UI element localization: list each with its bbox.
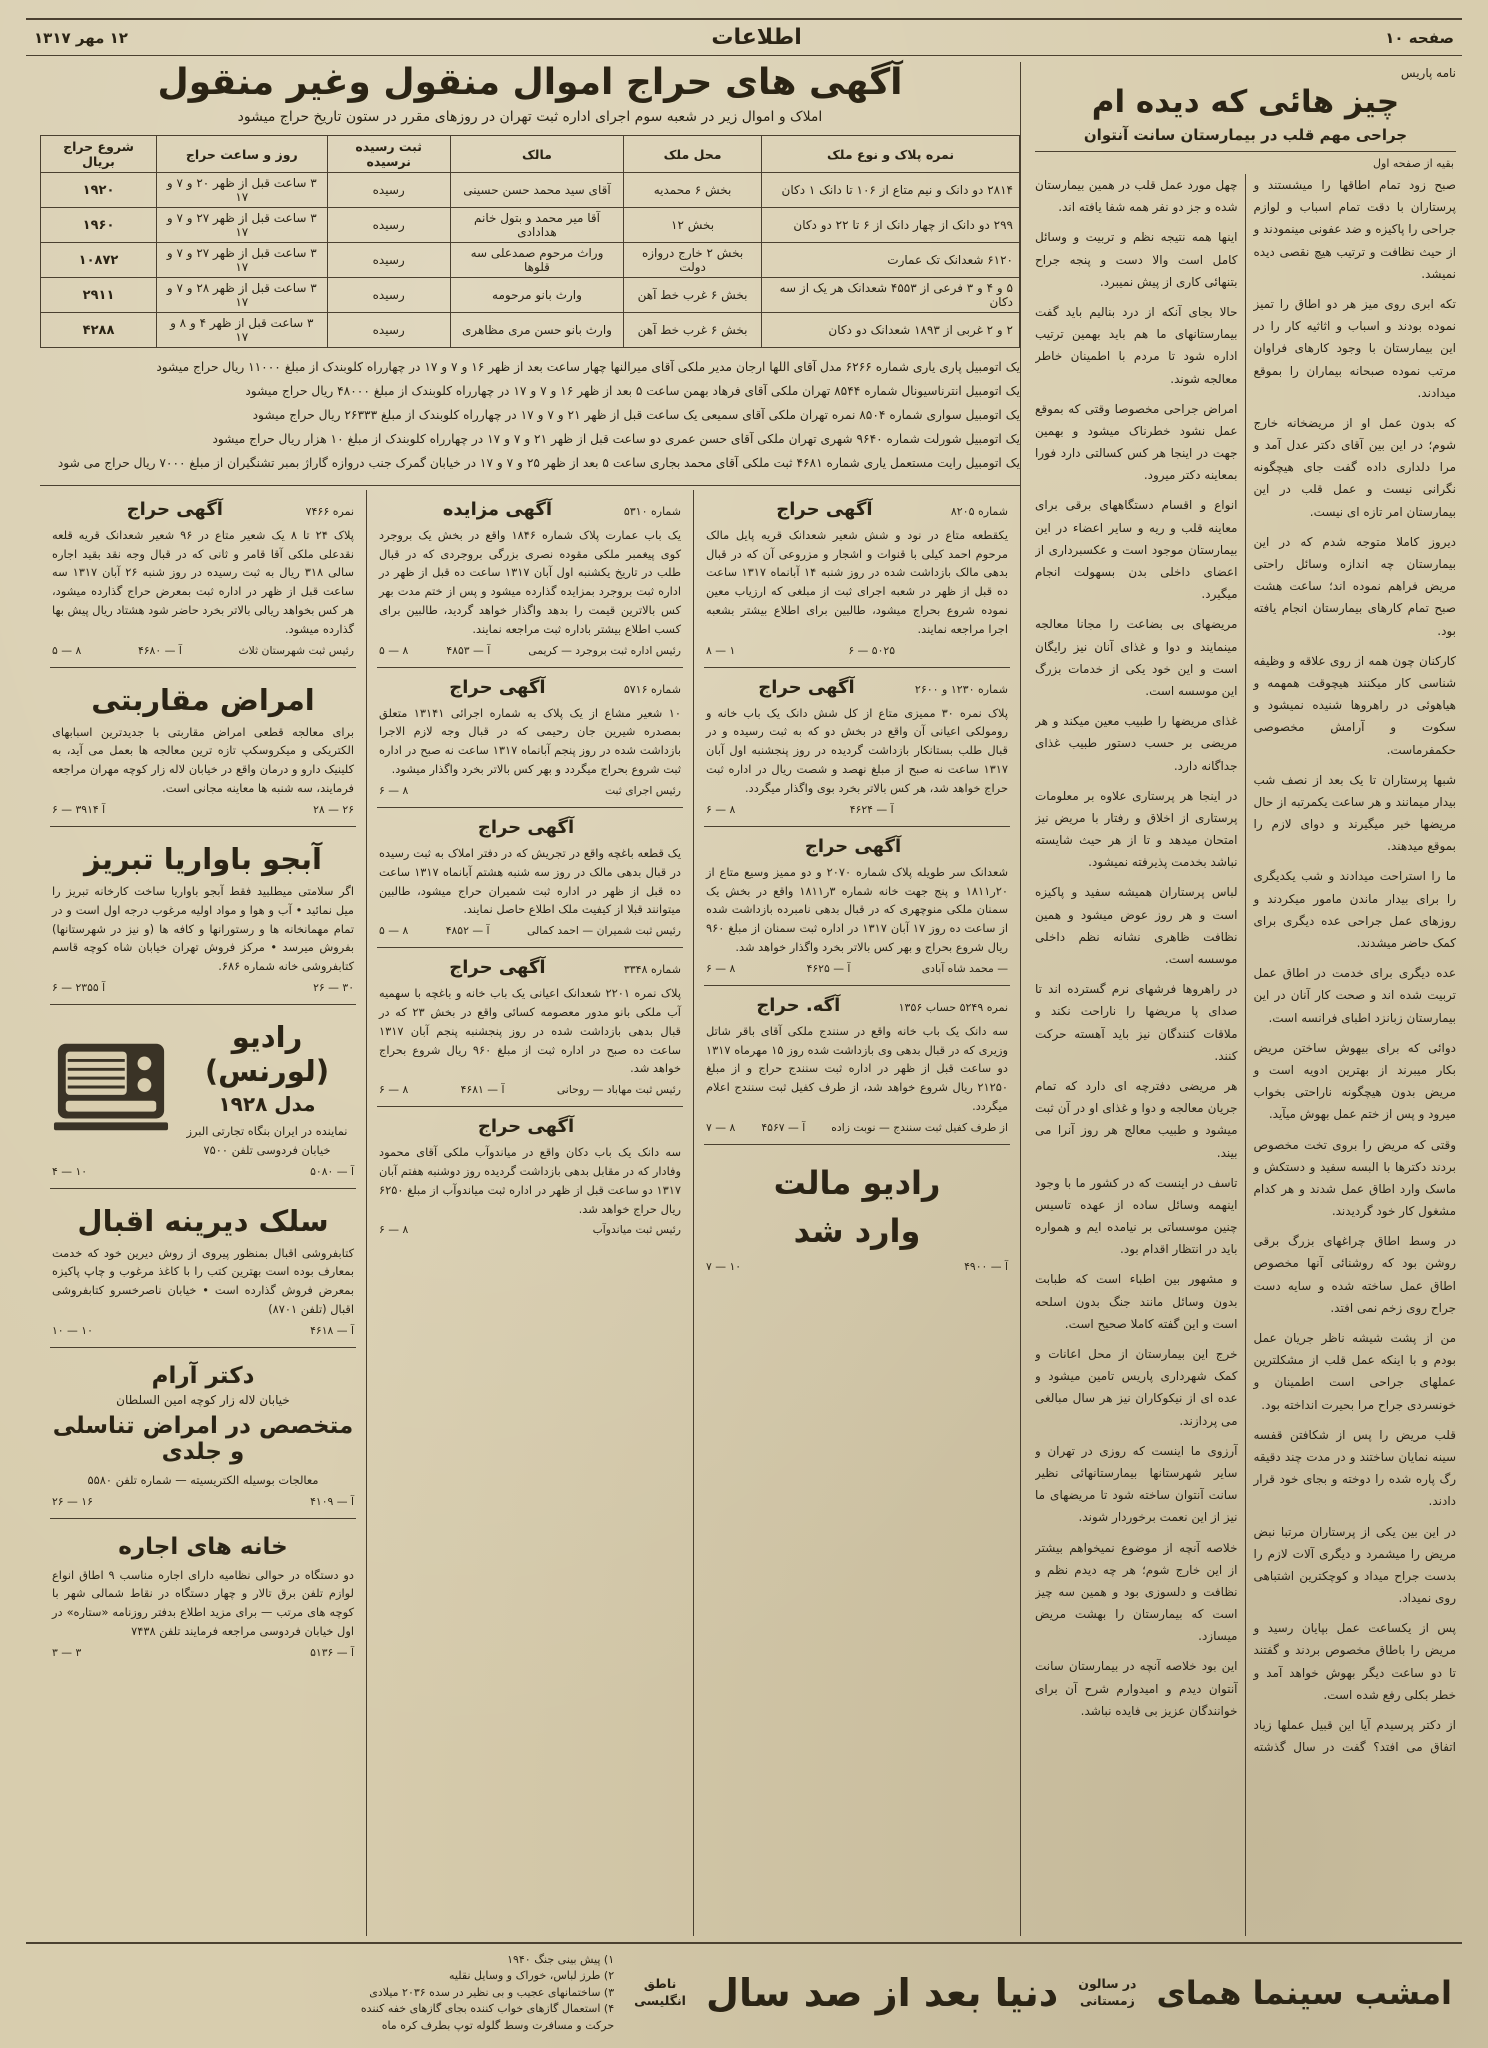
ad-signer: رئیس ثبت شمیران — احمد کمالی xyxy=(526,924,681,938)
ad-signature xyxy=(379,1223,681,1236)
issue-date: ۱۲ مهر ۱۳۱۷ xyxy=(34,28,128,47)
ad-serial: ۱۰ — ۷ xyxy=(706,1259,742,1273)
masthead-row xyxy=(26,18,1462,56)
ad-head xyxy=(706,499,1008,520)
venereal-clinic-ad xyxy=(50,668,356,827)
ad-title: آگهی حراج xyxy=(477,1116,575,1138)
ad-body: اگر سلامتی میطلبید فقط آبجو باواریا ساخت کارخانه تبریز را میل نمائید • آب و هوا و مواد اولیه مرغوب درجه اول است و در تمام مهمانخانه ها و رستورانها و کافه ها (و نیز در شهرستانها) بفروش میرسد • مرکز فروش تهران خیابان شاه کوچه قاسم کتابفروشی خانه شماره ۶۸۶. xyxy=(52,883,354,974)
ad-code: آ — ۵۱۳۶ xyxy=(310,1645,354,1659)
ad-head xyxy=(379,817,681,838)
ad-number: شماره ۵۳۱۰ xyxy=(623,504,681,518)
ad-serial: ۸ — ۶ xyxy=(706,961,736,975)
auction-region xyxy=(26,62,1020,1936)
article-paragraph: ما را استراحت میدادند و شب یکدیگری را برای بیدار ماندن مامور میکردند و روزهای عمل جراحی عده دیگری برای کمک حاضر میشدند. xyxy=(1253,869,1456,950)
table-cell: ۳ ساعت قبل از ظهر ۲۸ و ۷ و ۱۷ xyxy=(157,278,327,313)
ad-title: آگهی حراج xyxy=(126,498,223,520)
ad-serial: ۸ — ۶ xyxy=(379,783,409,797)
ad-signature xyxy=(706,1121,1008,1134)
table-cell: بخش ۲ خارج دروازه دولت xyxy=(624,243,762,278)
display-ad-title: امراض مقاربتی xyxy=(91,682,315,717)
table-cell: ۲۸۱۴ دو دانک و نیم متاع از ۱۰۶ تا دانک ۱ دکان xyxy=(762,173,1020,208)
ad-number: نمره ۷۴۶۶ xyxy=(305,504,354,518)
ad-code: آ — ۴۶۸۱ xyxy=(460,1083,505,1097)
auction-notice xyxy=(377,808,683,948)
ad-body: شعدانک سر طویله پلاک شماره ۲۰۷۰ و دو ممیز وسیع متاع از ۲۰ر۱۸۱۱ و پنج جهت خانه شماره ۳ر۱۸۱۱ واقع در بخش یک سمنان ملکی منوچهری که در قبال بدهی نامبرده بازداشت شده از ساعت ده روز ۱۷ آبان ۱۳۱۷ در اداره ثبت سمنان از مبلغ ۹۶۰ ریال شروع بحراج و بهر کس بالاتر بخرد واگذار خواهد شد. xyxy=(706,864,1009,954)
ad-body: نماینده در ایران بنگاه تجارتی البرز خیابان فردوسی تلفن ۷۵۰۰ xyxy=(186,1123,348,1157)
ad-serial: ۲۶ — ۲۸ xyxy=(313,802,354,816)
ad-signer: رئیس ثبت شهرستان ثلاث xyxy=(238,643,354,657)
ad-code: آ ۳۹۱۴ — ۶ xyxy=(52,802,106,816)
radio-ad-row xyxy=(52,1014,354,1160)
ad-signer: از طرف کفیل ثبت سنندج — نوبت زاده xyxy=(831,1120,1008,1134)
ad-body: پلاک ۲۴ تا ۸ یک شعیر متاع در ۹۶ شعیر شعدانک قریه قلعه نقدعلی ملکی آقا قامر و ثانی که در قبال وجه نقد بقید اجاره سالی ۳۱۸ ریال به ثبت رسیده در روز شنبه ۲۶ آبان ۱۳۱۷ سه ساعت قبل از ظهر در اداره ثبت بمعرض حراج گذارده میشود، هر کس بخواهد ریالی بالاتر بخرد حاضر شود هشتاد ریال پیش بها گذارده میشود. xyxy=(52,527,355,636)
ad-serial: ۸ — ۷ xyxy=(706,1120,736,1134)
ad-serial: ۸ — ۵ xyxy=(379,643,409,657)
ad-body: یک قطعه باغچه واقع در تجریش که در دفتر املاک به ثبت رسیده در قبال بدهی مالک در روز سه شنبه هشتم آبانماه ۱۳۱۷ ساعت ده قبل از ظهر در اداره ثبت شمیران حراج میشود، طالبین میتوانند قبلا از کیفیت ملک اطلاع حاصل نمایند. xyxy=(379,845,682,917)
radio-lorenz-ad xyxy=(50,1005,356,1189)
ad-code: آ — ۴۵۶۷ xyxy=(761,1120,806,1134)
article-paragraph: غذای مریضها را طبیب معین میکند و هر مریضی بر حسب دستور طبیب غذای جداگانه دارد. xyxy=(1035,714,1238,773)
radio-ad-text xyxy=(180,1014,354,1160)
ad-signature xyxy=(52,981,354,994)
table-cell: ۳ ساعت قبل از ظهر ۴ و ۸ و ۱۷ xyxy=(157,313,327,348)
article-paragraph: هر مریضی دفترچه ای دارد که تمام جریان معالجه و دوا و غذای او در آن ثبت میشود و طبیب معالج هر روز آنرا می بیند. xyxy=(1035,1078,1238,1160)
ad-head xyxy=(706,995,1008,1016)
ad-signer: رئیس ثبت مهاباد — روحانی xyxy=(556,1083,681,1097)
article-paragraph: پس از یکساعت عمل بپایان رسید و مریض را باطاق مخصوص بردند و گفتند تا دو ساعت دیگر بهوش خواهد آمد و خطر بکلی رفع شده است. xyxy=(1253,1621,1456,1702)
article-title: چیز هائی که دیده ام xyxy=(1091,84,1400,120)
ad-signature xyxy=(379,1083,681,1096)
ad-title: آگهی حراج xyxy=(804,835,902,857)
table-cell: ۶۱۲۰ شعدانک تک عمارت xyxy=(762,243,1020,278)
ad-signature xyxy=(52,1165,354,1178)
article-paragraph: از دکتر پرسیدم آیا این قبیل عملها زیاد اتفاق می افتد؟ گفت در سال گذشته چهل مورد عمل قلب در همین بیمارستان شده و جز دو نفر همه شفا یافته اند. xyxy=(1035,178,1456,1755)
ad-code: آ — ۴۸۵۳ xyxy=(446,643,491,657)
ad-code: آ — ۴۶۲۴ xyxy=(849,802,894,816)
display-ad-model: مدل ۱۹۲۸ xyxy=(218,1091,316,1116)
auction-note: یک اتومبیل شورلت شماره ۹۶۴۰ شهری تهران ملکی آقای حسن عمری دو ساعت قبل از ظهر ۲۱ و ۷ و ۱۷ در چهارراه کلوبندک از مبلغ ۱۰ هزار ریال حراج میشود xyxy=(212,431,1020,446)
auction-note: یک اتومبیل سواری شماره ۸۵۰۴ نمره تهران ملکی آقای سمیعی یک ساعت قبل از ظهر ۲۱ و ۷ و ۱۷ در چهارراه کلوبندک از مبلغ ۲۶۳۳۳ ریال حراج میشود xyxy=(252,407,1020,422)
ad-number: نمره ۵۲۴۹ حساب ۱۳۵۶ xyxy=(898,1000,1008,1014)
ads-column-b xyxy=(367,490,694,1936)
ad-title: آگهی مزایده xyxy=(442,498,553,520)
ad-body: پلاک نمره ۲۲۰۱ شعدانک اعیانی یک باب خانه و باغچه با سهمیه آب ملکی بانو مدور معصومه کسائی واقع در بخش ۲۳ که در قبال بدهی بازداشت شده در روز پنجشنبه پنجم آبان ۱۳۱۷ ساعت ده صبح در اداره ثبت از مبلغ ۹۶۰ ریال شروع بحراج خواهد شد. xyxy=(379,986,681,1076)
ad-number: شماره ۸۲۰۵ xyxy=(950,504,1008,518)
auction-notice xyxy=(377,1107,683,1246)
ad-head xyxy=(379,1116,681,1137)
ad-body: پلاک نمره ۳۰ ممیزی متاع از کل شش دانک یک باب خانه و رومولکی اعیانی آن واقع در بخش دو که به ثبت رسیده و در قبال طلب بستانکار بازداشت گردیده در روز پنجشنبه اول آبان ۱۳۱۷ ساعت نه صبح از مبلغ نهصد و شصت ریال در اداره ثبت حراج خواهد شد، هر کس بالاتر بخرد بوی واگذار میگردد. xyxy=(706,705,1008,795)
article-paragraph: دوائی که برای بیهوش ساختن مریض بکار میبرند از بهترین ادویه است و مریض بدون هیچگونه ناراحتی بخواب میرود و پس از ختم عمل بهوش میآید. xyxy=(1253,1040,1456,1122)
article-paragraph: تاسف در اینست که در کشور ما با وجود اینهمه وسائل ساده از عهده تاسیس چنین موسساتی بر نیامده ایم و همواره باید در انتظار اقدام بود. xyxy=(1035,1175,1238,1257)
cinema-headline: امشب سینما همای xyxy=(1156,1973,1452,2012)
table-cell: ۱۹۲۰ xyxy=(41,173,157,208)
article-paragraph: وقتی که مریض را بروی تخت مخصوص بردند دکترها با البسه سفید و دستکش و ماسک وارد اطاق عمل شدند و هر کدام مشغول کار خود گردیدند. xyxy=(1253,1137,1456,1219)
table-header-cell: نمره پلاک و نوع ملک xyxy=(762,136,1020,173)
movie-language-line1: ناطق xyxy=(643,1975,677,1991)
ad-signer: رئیس اجرای ثبت xyxy=(604,783,681,797)
radio-malt-ad xyxy=(704,1145,1010,1283)
ad-code: ۵۰۲۵ — ۶ xyxy=(848,643,895,657)
article-subtitle: جراحی مهم قلب در بیمارستان سانت آنتوان xyxy=(1035,126,1456,152)
ad-head xyxy=(706,836,1008,857)
ad-signature xyxy=(52,1646,354,1659)
ad-signature xyxy=(379,644,681,657)
ad-body: کتابفروشی اقبال بمنظور پیروی از روش دیرین خود که خدمت بمعارف بوده است بهترین کتب را با کاغذ مرغوب و چاپ پاکیزه بمعرض فروش گذارده است • خیابان ناصرخسرو کتابفروشی اقبال (تلفن ۸۷۰۱) xyxy=(52,1245,354,1317)
auction-note: یک اتومبیل رایت مستعمل یاری شماره ۴۶۸۱ ثبت ملکی آقای محمد بجاری ساعت ۵ بعد از ظهر ۲۵ و ۷ و ۱۷ در خیابان گمرک جنب دروازه گاراژ بمبر تشنگیران از مبلغ ۷۰۰۰ ریال حراج می شود xyxy=(57,455,1020,470)
ad-body: برای معالجه قطعی امراض مقاربتی با جدیدترین اسبابهای الکتریکی و میکروسکپ تازه ترین معالجه ها بعمل می آید، به کلینیک دارو و درمان واقع در خیابان لاله زار کوچه مهران مراجعه فرمایند، سه شنبه ها معاینه مجانی است. xyxy=(52,724,354,796)
ad-signature xyxy=(52,803,354,816)
ad-code: آ — ۴۱۰۹ xyxy=(310,1494,354,1508)
auction-table xyxy=(40,135,1020,348)
cinema-venue xyxy=(1078,1976,1136,2010)
doctor-name: دکتر آرام xyxy=(151,1362,255,1389)
doctor-address: خیابان لاله زار کوچه امین السلطان xyxy=(116,1392,290,1407)
article-paragraph: لباس پرستاران همیشه سفید و پاکیزه است و هر روز عوض میشود و همین نظافت ظاهری نشانه نظم داخلی موسسه است. xyxy=(1035,885,1238,966)
auction-notice xyxy=(704,668,1010,827)
ad-number: شماره ۳۳۴۸ xyxy=(623,963,681,977)
table-cell: رسیده xyxy=(327,173,450,208)
doctor-aram-ad xyxy=(50,1348,356,1519)
table-cell: آقا میر محمد و بتول خانم هدادادی xyxy=(450,208,623,243)
ad-signature xyxy=(706,644,1008,657)
ad-code: آ — ۴۶۱۸ xyxy=(310,1323,354,1337)
table-cell: وراث مرحوم صمدعلی سه قلوها xyxy=(450,243,623,278)
ad-signature xyxy=(379,924,681,937)
ad-serial: ۸ — ۵ xyxy=(52,643,82,657)
ad-signer: رئیس ثبت میاندوآب xyxy=(592,1223,681,1237)
article-paragraph: در وسط اطاق چراغهای بزرگ برقی روشن بود که روشنائی آنها مخصوص اطاق عمل ساخته شده و سایه دست جراح روی زخم نمی افتد. xyxy=(1253,1234,1456,1315)
continued-note: بقیه از صفحه اول xyxy=(1373,157,1454,170)
table-row xyxy=(41,243,1020,278)
ad-serial: ۸ — ۶ xyxy=(706,802,736,816)
page-number: صفحه ۱۰ xyxy=(1385,28,1454,47)
page-body xyxy=(26,62,1462,1936)
ad-serial: ۸ — ۵ xyxy=(379,924,409,938)
ad-code: آ — ۵۰۸۰ xyxy=(310,1164,354,1178)
table-cell: ۳ ساعت قبل از ظهر ۲۰ و ۷ و ۱۷ xyxy=(157,173,327,208)
article-kicker: نامه پاریس xyxy=(1400,66,1456,80)
ad-code: آ — ۴۸۵۲ xyxy=(445,924,490,938)
table-header-cell: شروع حراج بریال xyxy=(41,136,157,173)
ad-number: شماره ۵۷۱۶ xyxy=(623,682,681,696)
cinema-detail-line: حرکت و مسافرت وسط گلوله توپ بطرف کره ماه xyxy=(381,2018,615,2032)
article-paragraph: که بدون عمل او از مریضخانه خارج شوم؛ در این بین آقای دکتر عدل آمد و مرا دلداری داده گفت جای هیچگونه نگرانی نیست و عمل قلب در این بیمارستان امر تازه ای نیست. xyxy=(1253,415,1456,519)
table-header-cell: روز و ساعت حراج xyxy=(157,136,327,173)
auction-note: یک اتومبیل انترناسیونال شماره ۸۵۴۴ تهران ملکی آقای فرهاد بهمن ساعت ۵ بعد از ظهر ۱۶ و ۷ و ۱۷ در چهارراه کلوبندک از مبلغ ۴۸۰۰۰ ریال حراج میشود xyxy=(245,383,1020,398)
auction-notice xyxy=(50,490,356,668)
table-cell: آقای سید محمد حسن حسینی xyxy=(450,173,623,208)
movie-language-line2: انگلیسی xyxy=(634,1992,686,2008)
ad-serial: ۱۰ — ۱۰ xyxy=(52,1323,93,1337)
ad-code: آ — ۴۶۸۰ xyxy=(137,643,182,657)
article-paragraph: این بود خلاصه آنچه در بیمارستان سانت آنتوان دیدم و امیدوارم شرح آن برای خوانندگان عزیز بی فایده نباشد. xyxy=(1035,1659,1238,1718)
auction-notice xyxy=(704,827,1010,986)
ad-signature xyxy=(52,1324,354,1337)
article-paragraph: در این بین یکی از پرستاران مرتبا نبض مریض را میشمرد و دیگری آلات لازم را بدست جراح میداد و کوچکترین اشتباهی روی نمیداد. xyxy=(1253,1524,1456,1606)
ad-body: یک باب عمارت پلاک شماره ۱۸۴۶ واقع در بخش یک بروجرد کوی پیغمبر ملکی مقوده نصری بزرگی بروجردی که در قبال طلب در تاریخ یکشنبه اول آبان ۱۳۱۷ ساعت ده قبل از ظهر در اداره ثبت بروجرد بمزایده گذارده میشود و پس از ختم مدت بهر کس بالاترین قیمت را بدهد واگذار خواهد گردید، طالبین برای کسب اطلاع بیشتر باداره ثبت مراجعه نمایند. xyxy=(379,527,682,636)
ad-signature xyxy=(706,803,1008,816)
display-ad-title: خانه های اجاره xyxy=(118,1533,288,1560)
table-row xyxy=(41,208,1020,243)
ad-body: یکقطعه متاع در نود و شش شعیر شعدانک قریه پایل مالک مرحوم احمد کیلی با قنوات و اشجار و مزروعی آن که در قبال بدهی مالک بازداشت شده در روز شنبه ۱۴ آبانماه ۱۳۱۷ ساعت ده قبل از ظهر در شعبه اجرای ثبت از مبلغی که ارزیاب معین نموده شروع بحراج میشود، طالبین برای اطلاع بیشتر بشعبه اجرا مراجعه نمایند. xyxy=(706,527,1008,636)
table-cell: وارث بانو حسن مری مظاهری xyxy=(450,313,623,348)
auction-subtitle: املاک و اموال زیر در شعبه سوم اجرای اداره ثبت تهران در روزهای مقرر در ستون تاریخ حراج میشود xyxy=(237,109,823,125)
ad-signature xyxy=(706,1260,1008,1273)
ad-body: دو دستگاه در حوالی نظامیه دارای اجاره مناسب ۹ اطاق انواع لوازم تلفن برق تالار و چهار دستگاه در نقاط شمالی شهر با کوچه های مرتب — برای مزید اطلاع بدفتر روزنامه «ستاره» در اول خیابان فردوسی مراجعه فرمایند تلفن ۷۴۳۸ xyxy=(52,1567,355,1639)
article-paragraph: اینها همه نتیجه نظم و تربیت و وسائل کامل است والا دست و پنجه جراح بتنهائی کاری از پیش نمیبرد. xyxy=(1035,230,1238,289)
table-cell: بخش ۶ محمدیه xyxy=(624,173,762,208)
auction-notice xyxy=(377,948,683,1107)
article-paragraph: من از پشت شیشه ناظر جریان عمل بودم و با اینکه عمل قلب از مشکلترین عملهای جراحی است اطمینان و خونسردی جراح مرا بحیرت انداخته بود. xyxy=(1253,1331,1456,1412)
cinema-venue-line2: زمستانی xyxy=(1079,1992,1135,2008)
article-paragraph: آرزوی ما اینست که روزی در تهران و سایر شهرستانها بیمارستانهائی نظیر سانت آنتوان ساخته شود تا مریضهای ما نیز از این نعمت برخوردار شوند. xyxy=(1035,1443,1238,1525)
table-cell: ۲ و ۲ غربی از ۱۸۹۳ شعدانک دو دکان xyxy=(762,313,1020,348)
beer-bavaria-ad xyxy=(50,827,356,1005)
ad-code: آ — ۴۹۰۰ xyxy=(964,1259,1008,1273)
article-body xyxy=(1035,174,1456,1936)
table-cell: ۲۹۹ دو دانک از چهار دانک از ۶ تا ۲۲ دو دکان xyxy=(762,208,1020,243)
ad-serial: ۸ — ۶ xyxy=(379,1223,409,1237)
paris-letter-article xyxy=(1020,62,1462,1936)
ad-title: آگهی حراج xyxy=(776,498,873,520)
article-paragraph: و مشهور بین اطباء است که طبابت بدون وسائل مانند جنگ بدون اسلحه است و این گفته کاملا صحیح است. xyxy=(1035,1272,1238,1331)
article-paragraph: کارکنان چون همه از روی علاقه و وظیفه شناسی کار میکنند هیچوقت همهمه و هیاهوئی در راهروها شنیده نمیشود و سکوت و آرامش مخصوصی حکمفرماست. xyxy=(1253,653,1456,757)
table-cell: ۲۹۱۱ xyxy=(41,278,157,313)
ad-serial: ۸ — ۶ xyxy=(379,1083,409,1097)
ad-body: معالجات بوسیله الکتریسیته — شماره تلفن ۵۵۸۰ xyxy=(87,1472,319,1487)
table-header-cell: ثبت رسیده نرسیده xyxy=(327,136,450,173)
ads-column-c xyxy=(40,490,367,1936)
ad-title: آگه. حراج xyxy=(756,994,841,1016)
auction-section xyxy=(40,62,1020,486)
ad-number: شماره ۱۲۳۰ و ۲۶۰۰ xyxy=(914,682,1008,696)
ad-title: آگهی حراج xyxy=(449,957,546,979)
ad-title: آگهی حراج xyxy=(477,816,575,838)
masthead-title: اطلاعات xyxy=(711,25,802,50)
auction-notice xyxy=(377,668,683,808)
table-cell: رسیده xyxy=(327,208,450,243)
ad-head xyxy=(706,677,1008,698)
auction-table-head xyxy=(41,136,1020,173)
cinema-detail-line: ۱) پیش بینی جنگ ۱۹۴۰ xyxy=(507,1952,615,1966)
ad-signature xyxy=(52,1495,354,1508)
cinema-banner xyxy=(26,1942,1462,2037)
table-cell: ۵ و ۴ و ۳ فرعی از ۴۵۵۳ شعدانک هر یک از سه دکان xyxy=(762,278,1020,313)
article-paragraph: عده دیگری برای خدمت در اطاق عمل تربیت شده اند و صحت کار آنان در این بیمارستان زبانزد اطبای فرانسه است. xyxy=(1253,966,1456,1025)
display-ad-subtitle: وارد شد xyxy=(793,1211,921,1250)
article-paragraph: انواع و اقسام دستگاههای برقی برای معاینه قلب و ریه و سایر اعضاء در این بیمارستان موجود است و عکسبرداری از اعضای داخلی بدن بسهولت انجام میگیرد. xyxy=(1035,498,1238,602)
table-cell: رسیده xyxy=(327,278,450,313)
ad-signature xyxy=(52,644,354,657)
classifieds-area xyxy=(40,490,1020,1936)
article-paragraph: امراض جراحی مخصوصا وقتی که بموقع عمل نشود خطرناک میشود و بهمین جهت در اینجا هر کس کسالتی دارد فورا بمعاینه دکتر میرود. xyxy=(1035,401,1238,483)
cinema-detail-line: ۴) استعمال گازهای خواب کننده بجای گازهای خفه کننده xyxy=(360,2002,615,2015)
doctor-specialty: متخصص در امراض تناسلی و جلدی xyxy=(52,1412,354,1465)
cinema-detail-line: ۳) ساختمانهای عجیب و بی نظیر در سده ۲۰۳۶ میلادی xyxy=(369,1985,615,1999)
radio-illustration xyxy=(52,1039,170,1135)
auction-notice xyxy=(704,490,1010,668)
ad-code: آ ۲۳۵۵ — ۶ xyxy=(52,980,106,994)
movie-title: دنیا بعد از صد سال xyxy=(705,1970,1059,2015)
article-paragraph: دیروز کاملا متوجه شدم که در این بیمارستان چه اندازه وسائل راحتی مریض فراهم نموده اند؛ ساعت هشت صبح تمام کارهای بیمارستان انجام یافته بود. xyxy=(1253,534,1456,638)
article-paragraph: قلب مریض را پس از شکافتن قفسه سینه نمایان ساختند و در مدت چند دقیقه رگ پاره شده را دوخته و بجای خود قرار دادند. xyxy=(1253,1427,1456,1509)
article-paragraph: خلاصه آنچه از موضوع نمیخواهم بیشتر از این خارج شوم؛ هر چه دیدم نظم و نظافت و دلسوزی بود و همین سه چیز است که بیمارستان را بهشت مریض میسازد. xyxy=(1035,1540,1238,1644)
ad-body: ۱۰ شعیر مشاع از یک پلاک به شماره اجرائی ۱۳۱۴۱ متعلق بمصدره شیرین جان رحیمی که در قبال وجه لازم الاجرا بازداشت شده در روز پنجم آبانماه ۱۳۱۷ ساعت نه صبح در اداره ثبت شروع بحراج میگردد و بهر کس بالاتر بخرد واگذار میشود. xyxy=(379,705,681,777)
article-paragraph: تکه ابری روی میز هر دو اطاق را تمیز نموده بودند و اسباب و اثاثیه کار را در این بیمارستان با وجود کارهای فراوان مرتب نموده صبحانه بیماران را بموقع میدادند. xyxy=(1253,296,1456,400)
eghbal-bookstore-ad xyxy=(50,1189,356,1348)
ad-head xyxy=(379,957,681,978)
ad-serial: ۳۰ — ۲۶ xyxy=(313,980,354,994)
table-cell: رسیده xyxy=(327,313,450,348)
article-paragraph: شبها پرستاران تا یک بعد از نصف شب بیدار میمانند و هر ساعت یکمرتبه از حال مریضها خبر میگیرند و دوای لازم را بموقع میدهند. xyxy=(1253,772,1456,854)
cinema-detail-line: ۲) طرز لباس، خوراک و وسایل نقلیه xyxy=(449,1969,615,1982)
article-paragraph: خرج این بیمارستان از محل اعانات و کمک شهرداری پاریس تامین میشود و عده ای از نیکوکاران نیز هر سال مبالغی می پردازند. xyxy=(1035,1347,1238,1428)
display-ad-title: سلک دیرینه اقبال xyxy=(77,1203,329,1238)
ad-body: سه دانک یک باب خانه واقع در سنندج ملکی آقای باقر شاتل وزیری که در قبال بدهی وی بازداشت شده روز ۱۵ مهرماه ۱۳۱۷ دو ساعت قبل از ظهر در اداره ثبت سنندج حراج و از مبلغ ۲۱۲۵۰ ریال شروع خواهد شد، از طرف کفیل ثبت سنندج اعلام میگردد. xyxy=(706,1023,1008,1114)
article-paragraph: مریضهای بی بضاعت را مجانا معالجه مینمایند و دوا و غذای آنان نیز رایگان است و این خود یکی از خدمات بزرگ این موسسه است. xyxy=(1035,617,1238,698)
auction-title: آگهی های حراج اموال منقول وغیر منقول xyxy=(157,62,903,103)
table-cell: بخش ۶ غرب خط آهن xyxy=(624,313,762,348)
auction-notice xyxy=(704,986,1010,1145)
ad-signer: رئیس اداره ثبت بروجرد — کریمی xyxy=(528,643,681,657)
table-header-row xyxy=(41,136,1020,173)
ad-serial: ۱۰ — ۴ xyxy=(52,1164,88,1178)
auction-note: یک اتومبیل پاری یاری شماره ۶۲۶۶ مدل آقای اللها ارجان مدیر ملکی آقای میرالنها چهار ساعت بعد از ظهر ۱۶ و ۷ و ۱۷ در چهارراه کلوبندک از مبلغ ۱۱۰۰۰ ریال حراج میشود xyxy=(156,360,1020,374)
ads-column-a xyxy=(694,490,1020,1936)
ad-serial: ۱ — ۸ xyxy=(706,643,736,657)
auction-table-body xyxy=(41,173,1020,348)
auction-notice xyxy=(377,490,683,668)
table-cell: رسیده xyxy=(327,243,450,278)
table-cell: ۳ ساعت قبل از ظهر ۲۷ و ۷ و ۱۷ xyxy=(157,243,327,278)
table-cell: ۱۹۶۰ xyxy=(41,208,157,243)
ad-head xyxy=(379,677,681,698)
table-row xyxy=(41,173,1020,208)
ad-signature xyxy=(706,962,1008,975)
table-cell: ۱۰۸۷۲ xyxy=(41,243,157,278)
ad-serial: ۱۶ — ۲۶ xyxy=(52,1494,93,1508)
table-cell: بخش ۶ غرب خط آهن xyxy=(624,278,762,313)
table-row xyxy=(41,313,1020,348)
auction-notes xyxy=(40,357,1020,475)
ad-signature xyxy=(379,784,681,797)
ad-head xyxy=(52,499,354,520)
cinema-details xyxy=(36,1952,614,2035)
display-ad-title: رادیو (لورنس) xyxy=(204,1019,330,1088)
ad-serial: ۳ — ۳ xyxy=(52,1645,82,1659)
ad-body: سه دانک یک باب دکان واقع در میاندوآب ملکی آقای محمود وفادار که در مقابل بدهی بازداشت گردیده روز دوشنبه هفتم آبان ۱۳۱۷ دو ساعت قبل از ظهر در اداره ثبت میاندوآب از مبلغ ۶۲۵۰ ریال حراج خواهد شد. xyxy=(379,1145,681,1216)
table-cell: ۳ ساعت قبل از ظهر ۲۷ و ۷ و ۱۷ xyxy=(157,208,327,243)
display-ad-title: رادیو مالت xyxy=(773,1163,941,1202)
article-paragraph: حالا بجای آنکه از درد بنالیم باید گفت بیمارستانهای ما هم باید بهمین ترتیب اداره شود تا مردم با اطمینان خاطر معالجه شوند. xyxy=(1035,304,1238,386)
movie-language xyxy=(634,1976,686,2010)
ad-head xyxy=(379,499,681,520)
table-cell: وارث بانو مرحومه xyxy=(450,278,623,313)
ad-signer: — محمد شاه آبادی xyxy=(921,961,1008,975)
ad-title: آگهی حراج xyxy=(449,676,546,698)
display-ad-title: آبجو باواریا تبریز xyxy=(83,841,323,876)
article-paragraph: صبح زود تمام اطاقها را میشستند و پرستاران با دقت تمام اسباب و لوازم جراحی را پاکیزه و ضد عفونی مینمودند و از حیث نظافت و ترتیب هیچ نقصی دیده نمیشد. xyxy=(1253,178,1456,281)
houses-for-rent-ad xyxy=(50,1519,356,1669)
table-cell: بخش ۱۲ xyxy=(624,208,762,243)
article-paragraph: در راهروها فرشهای نرم گسترده اند تا صدای پا مریضها را ناراحت نکند و ملاقات کنندگان نیز باید آهسته حرکت کنند. xyxy=(1035,982,1238,1063)
cinema-venue-line1: در سالون xyxy=(1078,1975,1137,1991)
table-header-cell: مالک xyxy=(450,136,623,173)
table-row xyxy=(41,278,1020,313)
table-cell: ۴۲۸۸ xyxy=(41,313,157,348)
ad-code: آ — ۴۶۲۵ xyxy=(806,961,851,975)
article-paragraph: در اینجا هر پرستاری علاوه بر معلومات پرستاری از اخلاق و رفتار با مریض نیز امتحان میدهد و تا از هر حیث شایسته نباشد بخدمت پذیرفته نمیشود. xyxy=(1035,788,1238,870)
ad-title: آگهی حراج xyxy=(758,676,855,698)
table-header-cell: محل ملک xyxy=(624,136,762,173)
